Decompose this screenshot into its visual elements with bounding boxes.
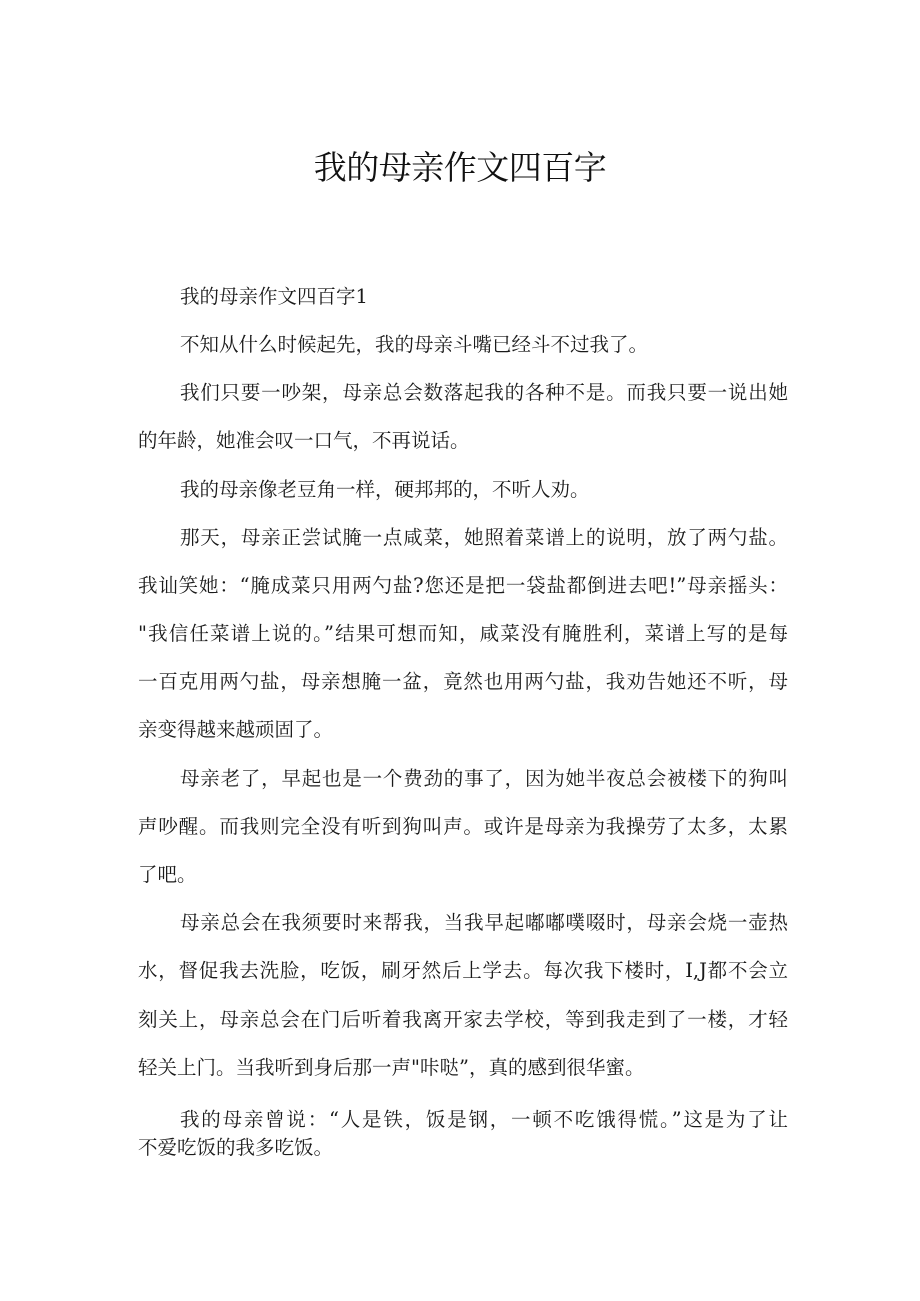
paragraph-line: 轻关上门。当我听到身后那一声"咔哒”，真的感到很华蜜。 [138, 1056, 645, 1079]
paragraph-line: 的年龄，她准会叹一口气，不再说话。 [138, 429, 470, 452]
document-title: 我的母亲作文四百字 [313, 148, 607, 187]
paragraph-line: 不知从什么时候起先，我的母亲斗嘴已经斗不过我了。 [180, 333, 649, 356]
paragraph-line: 不爱吃饭的我多吃饭。 [138, 1136, 334, 1159]
paragraph-line: "我信任菜谱上说的。”结果可想而知，咸菜没有腌胜利，菜谱上写的是每 [138, 622, 788, 645]
paragraph-line: 亲变得越来越顽固了。 [138, 718, 334, 741]
paragraph-line: 水，督促我去洗脸，吃饭，刷牙然后上学去。每次我下楼时，I,J都不会立 [138, 959, 788, 982]
section-heading: 我的母亲作文四百字1 [180, 285, 368, 308]
paragraph-line: 我们只要一吵架，母亲总会数落起我的各种不是。而我只要一说出她 [180, 381, 788, 404]
paragraph-line: 母亲总会在我须要时来帮我，当我早起嘟嘟噗啜时，母亲会烧一壶热 [180, 911, 788, 934]
paragraph-line: 母亲老了，早起也是一个费劲的事了，因为她半夜总会被楼下的狗叫 [180, 767, 788, 790]
paragraph-line: 我的母亲曾说：“人是铁，饭是钢，一顿不吃饿得慌。”这是为了让 [180, 1108, 788, 1131]
paragraph-line: 那天，母亲正尝试腌一点咸菜，她照着菜谱上的说明，放了两勺盐。 [180, 526, 788, 549]
paragraph-line: 声吵醒。而我则完全没有听到狗叫声。或许是母亲为我操劳了太多，太累 [138, 815, 788, 838]
paragraph-line: 我的母亲像老豆角一样，硬邦邦的，不听人劝。 [180, 478, 590, 501]
paragraph-line: 了吧。 [138, 863, 197, 886]
paragraph-line: 一百克用两勺盐，母亲想腌一盆，竟然也用两勺盐，我劝告她还不听，母 [138, 670, 788, 693]
paragraph-line: 刻关上，母亲总会在门后听着我离开家去学校，等到我走到了一楼，才轻 [138, 1008, 788, 1031]
paragraph-line: 我讪笑她：“腌成菜只用两勺盐?您还是把一袋盐都倒进去吧!”母亲摇头： [138, 574, 788, 597]
